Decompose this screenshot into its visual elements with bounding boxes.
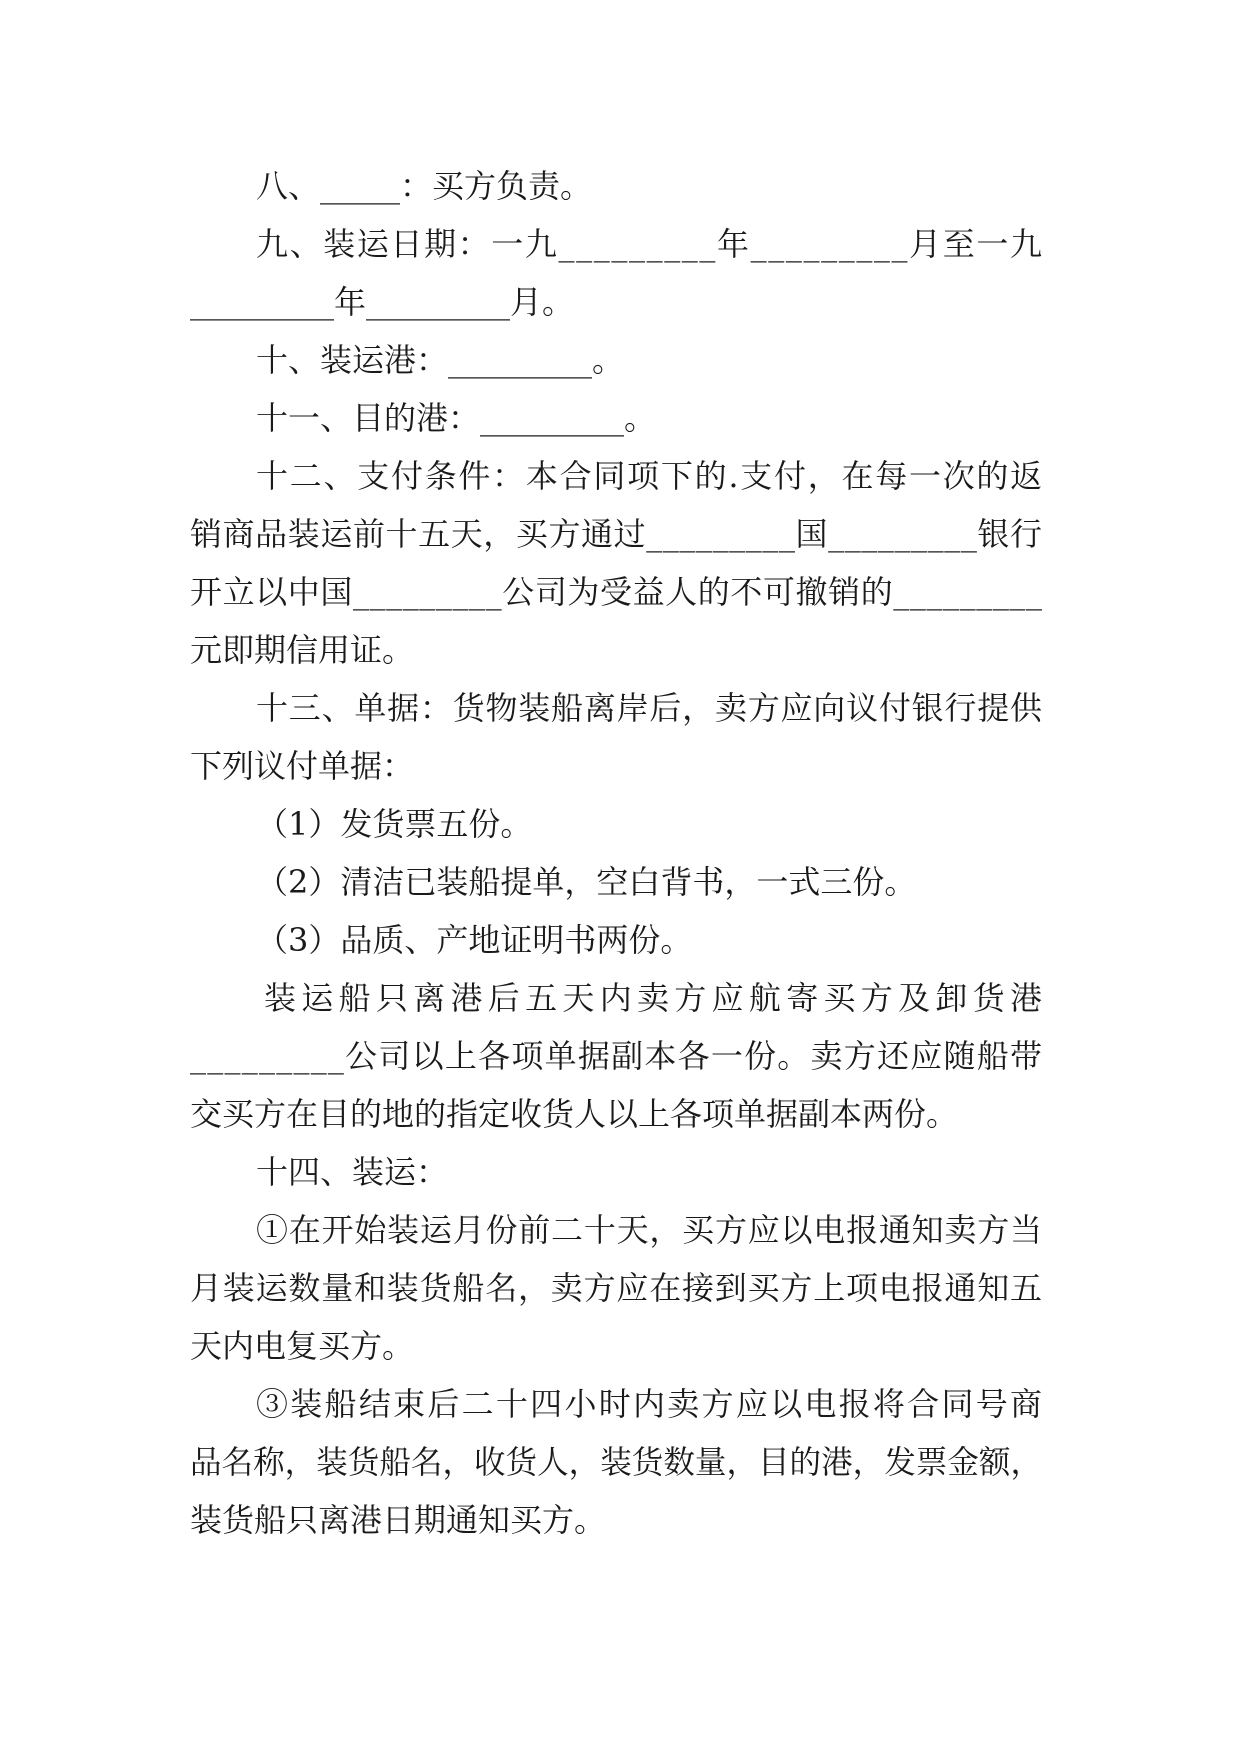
shipping-item-1-line-2: 月装运数量和装货船名，卖方应在接到买方上项电报通知五 [190, 1269, 1043, 1307]
clause-12-line-3: 开立以中国_________公司为受益人的不可撤销的_________ [190, 573, 1043, 611]
clause-13-line-2: 下列议付单据： [190, 747, 415, 785]
document-item-3: （3）品质、产地证明书两份。 [256, 921, 693, 959]
clause-13-line-1: 十三、单据：货物装船离岸后，卖方应向议付银行提供 [256, 689, 1043, 727]
clause-14-heading: 十四、装运： [256, 1153, 449, 1191]
clause-9-line-2: _________年_________月。 [190, 283, 575, 321]
clause-12-line-4: 元即期信用证。 [190, 631, 415, 669]
shipping-item-1-line-1: ①在开始装运月份前二十天，买方应以电报通知卖方当 [256, 1211, 1043, 1249]
shipping-item-1-line-3: 天内电复买方。 [190, 1327, 415, 1365]
shipping-item-3-line-3: 装货船只离港日期通知买方。 [190, 1501, 607, 1539]
clause-9-line-1: 九、装运日期：一九_________年_________月至一九 [256, 225, 1044, 263]
mailing-paragraph-line-2: _________公司以上各项单据副本各一份。卖方还应随船带 [190, 1037, 1044, 1075]
clause-8-line: 八、_____：买方负责。 [256, 167, 593, 205]
document-item-1: （1）发货票五份。 [256, 805, 533, 843]
clause-12-line-2: 销商品装运前十五天，买方通过_________国_________银行 [190, 515, 1043, 553]
shipping-item-3-line-2: 品名称，装货船名，收货人，装货数量，目的港，发票金额， [190, 1443, 1043, 1481]
document-item-2: （2）清洁已装船提单，空白背书，一式三份。 [256, 863, 917, 901]
mailing-paragraph-line-1: 装运船只离港后五天内卖方应航寄买方及卸货港 [264, 979, 1048, 1017]
clause-11-line: 十一、目的港：_________。 [256, 399, 657, 437]
shipping-item-3-line-1: ③装船结束后二十四小时内卖方应以电报将合同号商 [256, 1385, 1045, 1423]
clause-12-line-1: 十二、支付条件：本合同项下的.支付，在每一次的返 [256, 457, 1044, 495]
clause-10-line: 十、装运港：_________。 [256, 341, 625, 379]
mailing-paragraph-line-3: 交买方在目的地的指定收货人以上各项单据副本两份。 [190, 1095, 959, 1133]
